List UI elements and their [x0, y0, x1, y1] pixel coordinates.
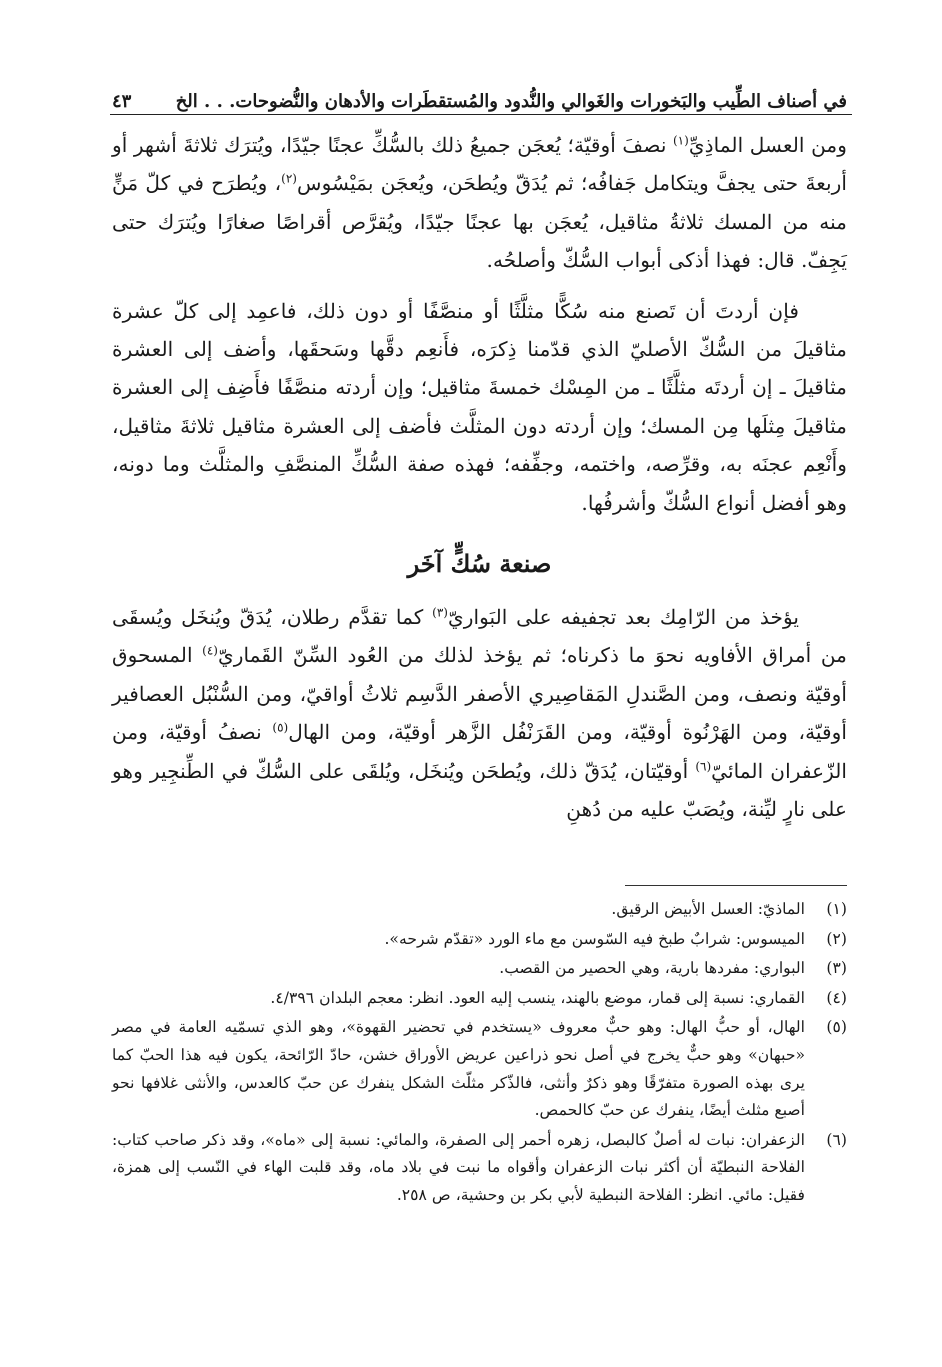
paragraph-3	[112, 598, 847, 828]
footnote-number: (٦)	[826, 1130, 847, 1149]
section-heading: صنعة سُكٍّ آخَر	[407, 549, 552, 579]
footnote-number: (١)	[826, 900, 847, 918]
page-number: ٤٣	[112, 91, 132, 112]
footnote-number: (٢)	[826, 929, 847, 948]
footnote-ref-3: (٣)	[432, 605, 448, 620]
paragraph-2: فإن أردتَ أن تَصنع منه سُكًّا مثلَّثًا أو منصَّفًا أو دون ذلك، فاعمِد إلى كلّ عشرة مثاقيلَ من السُّكّ الأصليّ الذي قدّمنا ذِكرَه، فأَنعِم دقَّها وسَحقَها، وأضف إلى العشرة مثاقيلَ ـ إن أردتَه مثلَّثًا ـ من المِسْك خمسةَ مثاقيل؛ وإن أردته منصَّفًا فأَضِف إلى العشرة مثاقيلَ مِثلَها مِن المسك؛ وإن أردته دون المثلَّث فأضف إلى العشرة مثاقيل ثلاثةَ مثاقيل، وأَنْعِم عجنَه به، وقرِّصه، واختمه، وجفِّفه؛ فهذه صفة السُّكِّ المنصَّفِ والمثلَّث وما دونه، وهو أفضل أنواع السُّكّ وأشرفُها.	[112, 298, 847, 515]
footnote-text: الميسوس: شرابٌ طبخ فيه السّوسن مع ماء الورد «تقدّم شرحه».	[384, 929, 805, 948]
header-rule	[110, 114, 852, 115]
footnote-ref-5: (٥)	[272, 720, 289, 735]
footnote-ref-2: (٢)	[281, 171, 297, 186]
footnote-6	[112, 1127, 847, 1210]
paragraph-3-text-d: نصفُ أوقيّة، ومن الزّعفران المائيّ	[112, 720, 848, 783]
footnote-1	[112, 896, 847, 924]
paragraph-3-text-c: المسحوق أوقيّة ونصف، ومن الصَّندلِ المَقاصِيري الأصفر الدَّسِم ثلاثُ أواقيّ، ومن السُّنْبُل العصافير أوقيّة، ومن الهَرْنُوة أوقيّة، ومن القَرَنْفُل الزَّهر أوقيّة، ومن الهال	[112, 643, 847, 745]
paragraph-1-text-b: نصفَ أوقيّة؛ يُعجَن جميعُ ذلك بالسُّكِّ عجنًا جيّدًا، ويُترَك ثلاثةَ أشهر أو أربعةَ حتى يجفَّ ويتكامل جَفافُه؛ ثم يُدَقّ ويُطحَن، ويُعجَن بمَيْسُوس	[112, 133, 847, 196]
paragraph-3-text-b: كما تقدَّم رطلان، يُدَقّ ويُنخَل ويُسقَى من أمراق الأفاويه نحوَ ما ذكرناه؛ ثم يؤخذ لذلك من العُود السِّنّ القَماريّ	[112, 605, 847, 668]
footnote-number: (٤)	[826, 988, 847, 1007]
footnote-ref-1: (١)	[672, 133, 689, 148]
footnote-ref-6: (٦)	[695, 758, 712, 773]
footnote-text: الماذيّ: العسل الأبيض الرقيق.	[611, 900, 805, 918]
footnote-5	[112, 1014, 847, 1124]
footnote-4	[112, 985, 847, 1013]
footnote-text: الهال، أو حبُّ الهال: وهو حبٌّ معروف «يستخدم في تحضير القهوة»، وهو الذي تسمّيه العامة في مصر «حبهان» وهو حبٌّ يخرج في أصل نحو ذراعين عريض الأوراق خشن، حادّ الرّائحة، يكون فيه هذا الحبّ كما يرى بهذه الصورة متفرّقًا وهو ذكرٌ وأنثى، فالذّكر مثلّث الشكل ينفرك عن حبّ كالعدس، والأنثى غلافها نحو أصبع مثلث أيضًا، ينفرك عن حبّ كالحمص.	[112, 1018, 805, 1120]
main-text	[112, 126, 847, 829]
paragraph-3-text-e: أوقيّتان، يُدَقّ ذلك، ويُطحَن ويُنخَل، ويُلقَى على السُّكّ في الطِّنجِير وهو على نارٍ ليِّنة، ويُصَبّ عليه من دُهنِ	[112, 758, 847, 822]
paragraph-1-text-c: ، ويُطرَح في كلّ مَنٍّ منه من المسك ثلاثةُ مثاقيل، يُعجَن بها عجنًا جيّدًا، ويُقرَّص أقراصًا صغارًا ويُترَك حتى يَجِفّ. قال: فهذا أذكى أبواب السُّكّ وأصلحُه.	[112, 171, 847, 273]
footnote-text: الزعفران: نبات له أصلٌ كالبصل، زهره أحمر إلى الصفرة، والمائي: نسبة إلى «ماه»، وقد ذكر صاحب كتاب: الفلاحة النبطيّة أن أكثر نبات الزعفران وأقواه ما نبت في بلاد ماه، وقد قلبت الهاء في النّسب إلى همزة، فقيل: مائي. انظر: الفلاحة النبطية لأبي بكر بن وحشية، ص ٢٥٨.	[112, 1130, 805, 1204]
paragraph-1-text-a: ومن العسل الماذِيِّ	[688, 133, 847, 157]
running-head	[112, 78, 847, 112]
footnote-number: (٣)	[826, 959, 847, 978]
footnote-text: البواري: مفردها بارية، وهي الحصير من القصب.	[499, 959, 805, 978]
footnote-2	[112, 926, 847, 954]
paragraph-3-text-a: يؤخذ من الرّامِك بعد تجفيفه على البَواريّ	[447, 605, 800, 630]
footnote-3	[112, 955, 847, 983]
footnote-ref-4: (٤)	[202, 643, 218, 658]
running-title: في أصناف الطِّيب والبَخورات والغَوالي والنُّدود والمُستقطَرات والأدهان والنُّضوحات. . . الخ	[175, 91, 847, 112]
footnote-number: (٥)	[826, 1018, 847, 1037]
footnote-rule	[625, 885, 847, 886]
paragraph-1	[112, 126, 847, 280]
footnotes	[112, 896, 847, 1212]
footnote-text: القماري: نسبة إلى قمار، موضع بالهند، ينسب إليه العود. انظر: معجم البلدان ٤/٣٩٦.	[270, 988, 805, 1007]
